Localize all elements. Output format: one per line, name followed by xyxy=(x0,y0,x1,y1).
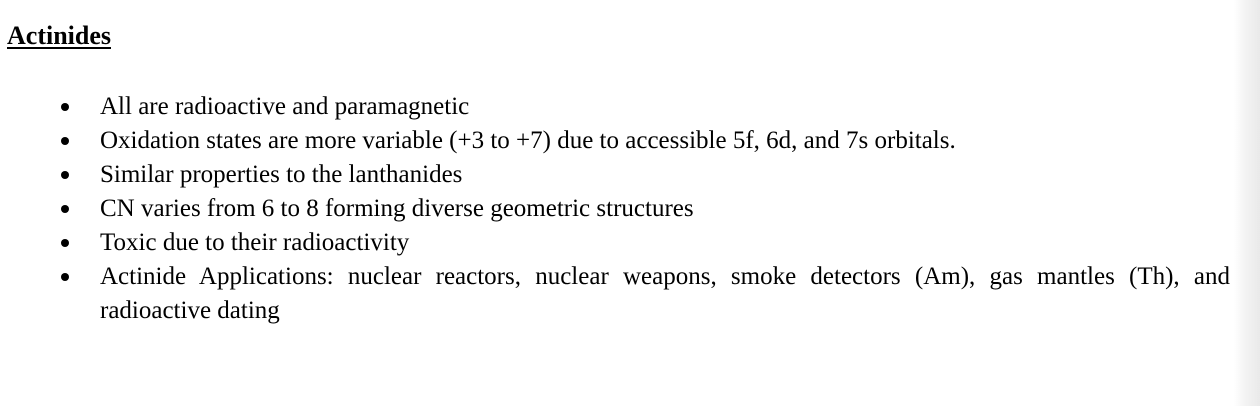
bullet-text: Oxidation states are more variable (+3 to +7) due to accessible 5f, 6d, and 7s orbitals. xyxy=(100,127,956,154)
bullet-icon xyxy=(61,171,69,179)
bullet-icon xyxy=(61,137,69,145)
bullet-text: CN varies from 6 to 8 forming diverse geometric structures xyxy=(100,195,694,222)
list-item xyxy=(0,260,1230,328)
bullet-text: Toxic due to their radioactivity xyxy=(100,229,410,256)
list-item xyxy=(0,192,1230,226)
bullet-icon xyxy=(61,103,69,111)
bullet-text: All are radioactive and paramagnetic xyxy=(100,93,470,120)
bullet-icon xyxy=(61,205,69,213)
list-item xyxy=(0,124,1230,158)
section-heading: Actinides xyxy=(7,21,111,50)
list-item xyxy=(0,158,1230,192)
list-item xyxy=(0,90,1230,124)
bullet-list xyxy=(0,90,1230,328)
page-edge-shadow xyxy=(1234,0,1260,406)
bullet-icon xyxy=(61,239,69,247)
list-item xyxy=(0,226,1230,260)
bullet-text: Actinide Applications: nuclear reactors, nuclear weapons, smoke detectors (Am), gas mantles (Th), and radioactive dating xyxy=(100,263,1230,324)
bullet-text: Similar properties to the lanthanides xyxy=(100,161,463,188)
bullet-icon xyxy=(61,273,69,281)
